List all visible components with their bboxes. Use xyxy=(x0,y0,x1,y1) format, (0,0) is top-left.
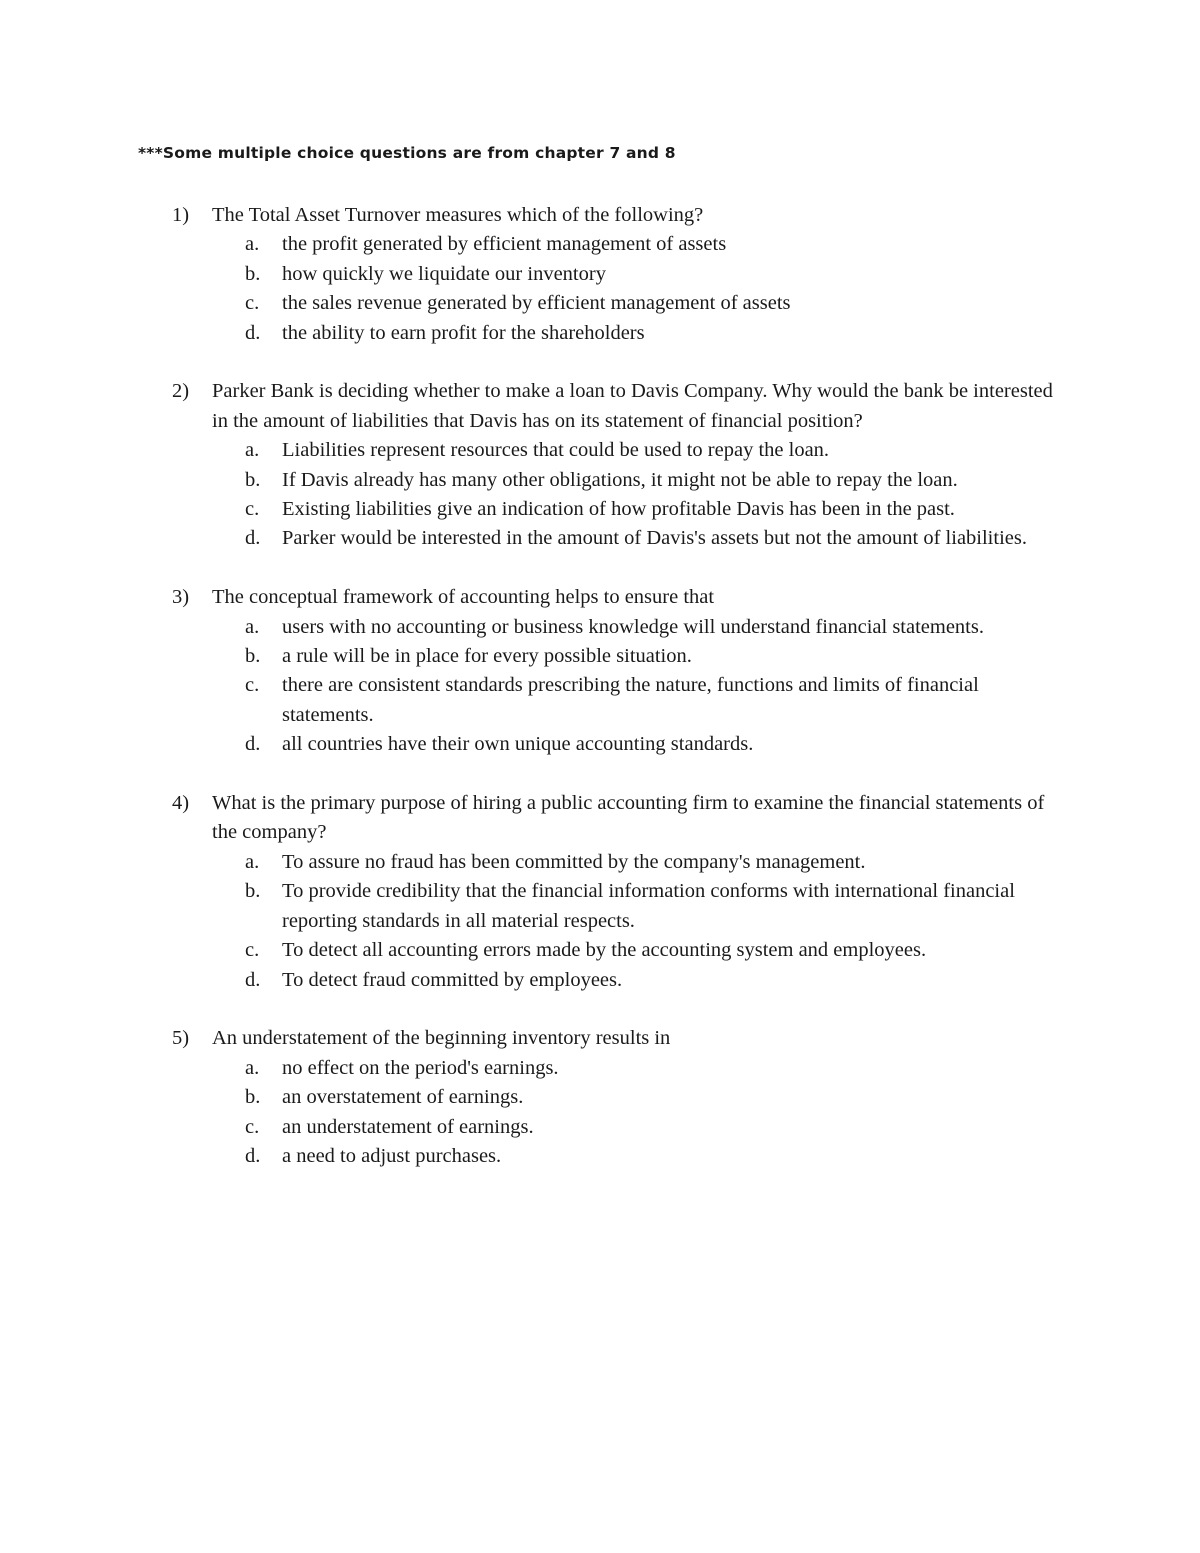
option-d xyxy=(212,730,1072,759)
option-letter: a. xyxy=(245,850,260,873)
option-text: the sales revenue generated by efficient management of assets xyxy=(282,292,791,315)
question-number: 2) xyxy=(172,380,190,403)
option-text: an understatement of earnings. xyxy=(282,1115,534,1138)
option-letter: c. xyxy=(245,1115,260,1138)
option-a xyxy=(212,848,1072,877)
option-letter: b. xyxy=(245,1086,261,1109)
option-d xyxy=(212,524,1072,553)
question-number: 4) xyxy=(172,792,190,815)
option-letter: a. xyxy=(245,1056,260,1079)
option-text: a rule will be in place for every possible situation. xyxy=(282,645,692,668)
option-list xyxy=(212,848,1072,995)
option-text: there are consistent standards prescribing the nature, functions and limits of financial statements. xyxy=(282,674,979,726)
option-letter: d. xyxy=(245,527,261,550)
question-number: 5) xyxy=(172,1027,190,1050)
option-a xyxy=(212,613,1072,642)
option-text: To provide credibility that the financial information conforms with international financial reporting standards in all material respects. xyxy=(282,880,1015,932)
option-text: Existing liabilities give an indication of how profitable Davis has been in the past. xyxy=(282,498,955,521)
option-text: Liabilities represent resources that could be used to repay the loan. xyxy=(282,439,830,462)
option-letter: b. xyxy=(245,880,261,903)
option-c xyxy=(212,495,1072,524)
option-letter: b. xyxy=(245,262,261,285)
option-text: an overstatement of earnings. xyxy=(282,1086,524,1109)
option-a xyxy=(212,436,1072,465)
option-text: the profit generated by efficient management of assets xyxy=(282,233,727,256)
option-list xyxy=(212,613,1072,760)
option-letter: a. xyxy=(245,615,260,638)
question-list xyxy=(172,201,1072,1201)
option-text: the ability to earn profit for the shareholders xyxy=(282,321,645,344)
option-a xyxy=(212,1054,1072,1083)
question-3 xyxy=(172,583,1072,759)
option-text: all countries have their own unique accounting standards. xyxy=(282,733,754,756)
option-letter: d. xyxy=(245,968,261,991)
option-text: Parker would be interested in the amount of Davis's assets but not the amount of liabilities. xyxy=(282,527,1027,550)
option-b xyxy=(212,260,1072,289)
option-c xyxy=(212,289,1072,318)
option-c xyxy=(212,936,1072,965)
question-number: 1) xyxy=(172,204,190,226)
option-a xyxy=(212,230,1072,259)
option-d xyxy=(212,1142,1072,1171)
question-4 xyxy=(172,789,1072,995)
option-letter: a. xyxy=(245,233,260,256)
option-text: To detect all accounting errors made by the accounting system and employees. xyxy=(282,939,927,962)
option-letter: c. xyxy=(245,939,260,962)
option-b xyxy=(212,642,1072,671)
option-c xyxy=(212,1113,1072,1142)
option-letter: d. xyxy=(245,733,261,756)
document-heading: ***Some multiple choice questions are from chapter 7 and 8 xyxy=(138,144,676,162)
option-b xyxy=(212,466,1072,495)
option-letter: c. xyxy=(245,498,260,521)
option-b xyxy=(212,877,1072,936)
question-1 xyxy=(172,201,1072,348)
option-text: To detect fraud committed by employees. xyxy=(282,968,623,991)
option-c xyxy=(212,671,1072,730)
option-letter: c. xyxy=(245,292,260,315)
option-letter: d. xyxy=(245,321,261,344)
option-letter: b. xyxy=(245,468,261,491)
option-text: To assure no fraud has been committed by the company's management. xyxy=(282,850,866,873)
option-letter: b. xyxy=(245,645,261,668)
option-letter: c. xyxy=(245,674,260,697)
question-text: The Total Asset Turnover measures which of the following? xyxy=(212,204,704,226)
question-text: What is the primary purpose of hiring a public accounting firm to examine the financial statements of the company? xyxy=(212,792,1045,844)
option-text: a need to adjust purchases. xyxy=(282,1144,502,1167)
option-b xyxy=(212,1083,1072,1112)
option-text: how quickly we liquidate our inventory xyxy=(282,262,606,285)
question-2 xyxy=(172,377,1072,553)
option-d xyxy=(212,966,1072,995)
option-list xyxy=(212,1054,1072,1172)
option-letter: a. xyxy=(245,439,260,462)
question-text: Parker Bank is deciding whether to make a loan to Davis Company. Why would the bank be interested in the amount of liabilities that Davis has on its statement of financial position? xyxy=(212,380,1053,432)
option-text: If Davis already has many other obligations, it might not be able to repay the loan. xyxy=(282,468,958,491)
question-text: The conceptual framework of accounting helps to ensure that xyxy=(212,586,715,609)
option-letter: d. xyxy=(245,1144,261,1167)
question-number: 3) xyxy=(172,586,190,609)
option-text: no effect on the period's earnings. xyxy=(282,1056,559,1079)
option-text: users with no accounting or business knowledge will understand financial statements. xyxy=(282,615,984,638)
question-5 xyxy=(172,1024,1072,1171)
option-list xyxy=(212,436,1072,554)
option-list xyxy=(212,230,1072,348)
question-text: An understatement of the beginning inventory results in xyxy=(212,1027,671,1050)
option-d xyxy=(212,319,1072,348)
